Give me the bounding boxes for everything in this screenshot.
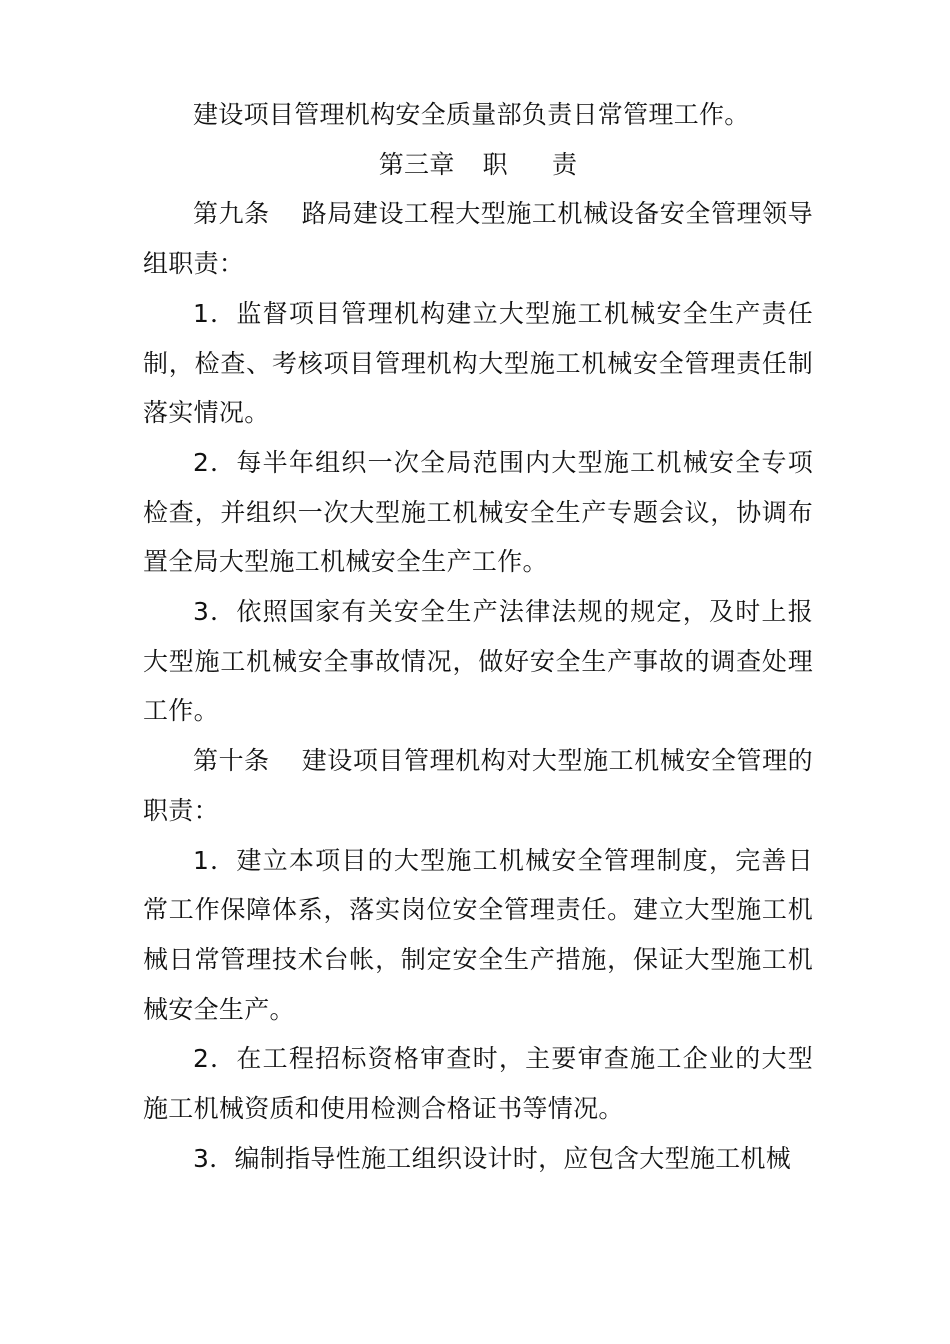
article-10-heading bbox=[143, 736, 813, 835]
article-10-item-3: 3．编制指导性施工组织设计时，应包含大型施工机械 bbox=[193, 1143, 792, 1173]
article-9-item-3: 3．依照国家有关安全生产法律法规的规定，及时上报大型施工机械安全事故情况，做好安全生产事故的调查处理工作。 bbox=[143, 597, 813, 726]
document-body bbox=[143, 90, 813, 1183]
article-10-label: 第十条 bbox=[193, 746, 270, 776]
intro-paragraph: 建设项目管理机构安全质量部负责日常管理工作。 bbox=[193, 100, 750, 129]
article-9-item-2: 2．每半年组织一次全局范围内大型施工机械安全专项检查，并组织一次大型施工机械安全生产专题会议，协调布置全局大型施工机械安全生产工作。 bbox=[143, 447, 813, 577]
article-9-item-1: 1．监督项目管理机构建立大型施工机械安全生产责任制，检查、考核项目管理机构大型施工机械安全管理责任制落实情况。 bbox=[143, 298, 813, 428]
article-10-item-1: 1．建立本项目的大型施工机械安全管理制度，完善日常工作保障体系，落实岗位安全管理责任。建立大型施工机械日常管理技术台帐，制定安全生产措施，保证大型施工机械安全生产。 bbox=[143, 845, 813, 1024]
article-10-text: 建设项目管理机构对大型施工机械安全管理的职责： bbox=[143, 746, 813, 825]
chapter-title-part1: 职 bbox=[482, 149, 508, 179]
chapter-title-part2: 责 bbox=[551, 149, 578, 179]
article-9-text: 路局建设工程大型施工机械设备安全管理领导组职责： bbox=[143, 199, 813, 279]
chapter-heading bbox=[143, 140, 813, 190]
chapter-number: 第三章 bbox=[378, 149, 455, 179]
article-10-item-2: 2．在工程招标资格审查时，主要审查施工企业的大型施工机械资质和使用检测合格证书等情况。 bbox=[143, 1044, 813, 1124]
article-9-label: 第九条 bbox=[193, 199, 270, 229]
article-9-heading bbox=[143, 189, 813, 288]
